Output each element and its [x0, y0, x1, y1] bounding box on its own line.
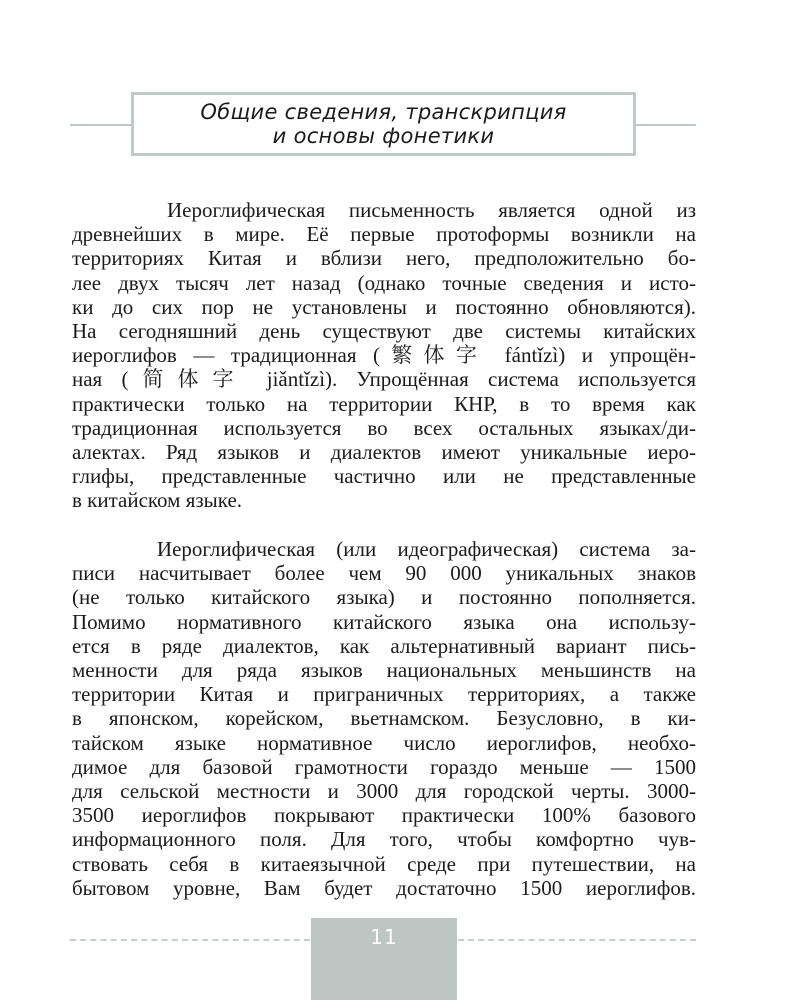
text-line: в китайском языке. [72, 488, 243, 513]
text-line: алектах. Ряд языков и диалектов имеют уникальные иеро- [72, 440, 696, 465]
text-line: ется в ряде диалектов, как альтернативный вариант пись- [72, 633, 696, 658]
text-line: практически только на территории КНР, в то время как [72, 391, 696, 416]
text-line: территориях Китая и вблизи него, предположительно бо- [72, 246, 696, 271]
text-line: Иероглифическая письменность является одной из [72, 198, 696, 222]
text-line: писи насчитывает более чем 90 000 уникальных знаков [72, 561, 696, 586]
chapter-title-line-2: и основы фонетики [272, 124, 495, 148]
text-line: территории Китая и приграничных территориях, а также [72, 682, 696, 707]
text-line: лее двух тысяч лет назад (однако точные сведения и исто- [72, 270, 696, 295]
text-line: глифы, представленные частично или не представленные [72, 464, 696, 489]
page-number-tab [311, 918, 457, 1000]
header-rule-left [70, 124, 132, 126]
chapter-title-line-1: Общие сведения, транскрипция [200, 100, 567, 124]
text-line: бытовом уровне, Вам будет достаточно 1500 иероглифов. [72, 875, 696, 900]
text-line: димое для базовой грамотности гораздо меньше — 1500 [72, 754, 696, 779]
text-line: в японском, корейском, вьетнамском. Безусловно, в ки- [72, 706, 696, 731]
text-line: На сегодняшний день существуют две системы китайских [72, 319, 696, 344]
text-line: ная (简体字 jiǎntǐzì). Упрощённая система используется [72, 367, 696, 392]
text-line: традиционная используется во всех остальных языках/ди- [72, 415, 696, 440]
page-number: 11 [370, 925, 398, 949]
text-line: для сельской местности и 3000 для городской черты. 3000- [72, 779, 696, 804]
paragraph-1 [72, 198, 696, 513]
text-line: Помимо нормативного китайского языка она использу- [72, 609, 696, 634]
header-rule-right [636, 124, 696, 126]
paragraph-2 [72, 537, 696, 900]
text-line: Иероглифическая (или идеографическая) система за- [72, 537, 696, 561]
chapter-title-box [131, 92, 636, 156]
text-line: 3500 иероглифов покрывают практически 100% базового [72, 803, 696, 828]
text-line: менности для ряда языков национальных меньшинств на [72, 658, 696, 683]
text-line: иероглифов — традиционная (繁体字 fántǐzì) и упрощён- [72, 343, 696, 368]
footer-dashed-rule-right [458, 939, 696, 941]
footer-dashed-rule-left [70, 939, 310, 941]
text-line: ки до сих пор не установлены и постоянно обновляются). [72, 294, 696, 319]
text-line: древнейших в мире. Её первые протоформы возникли на [72, 222, 696, 247]
text-line: информационного поля. Для того, чтобы комфортно чув- [72, 827, 696, 852]
page-footer [0, 918, 800, 1000]
text-line: тайском языке нормативное число иероглифов, необхо- [72, 730, 696, 755]
text-line: ствовать себя в китаеязычной среде при путешествии, на [72, 851, 696, 876]
text-line: (не только китайского языка) и постоянно пополняется. [72, 585, 696, 610]
